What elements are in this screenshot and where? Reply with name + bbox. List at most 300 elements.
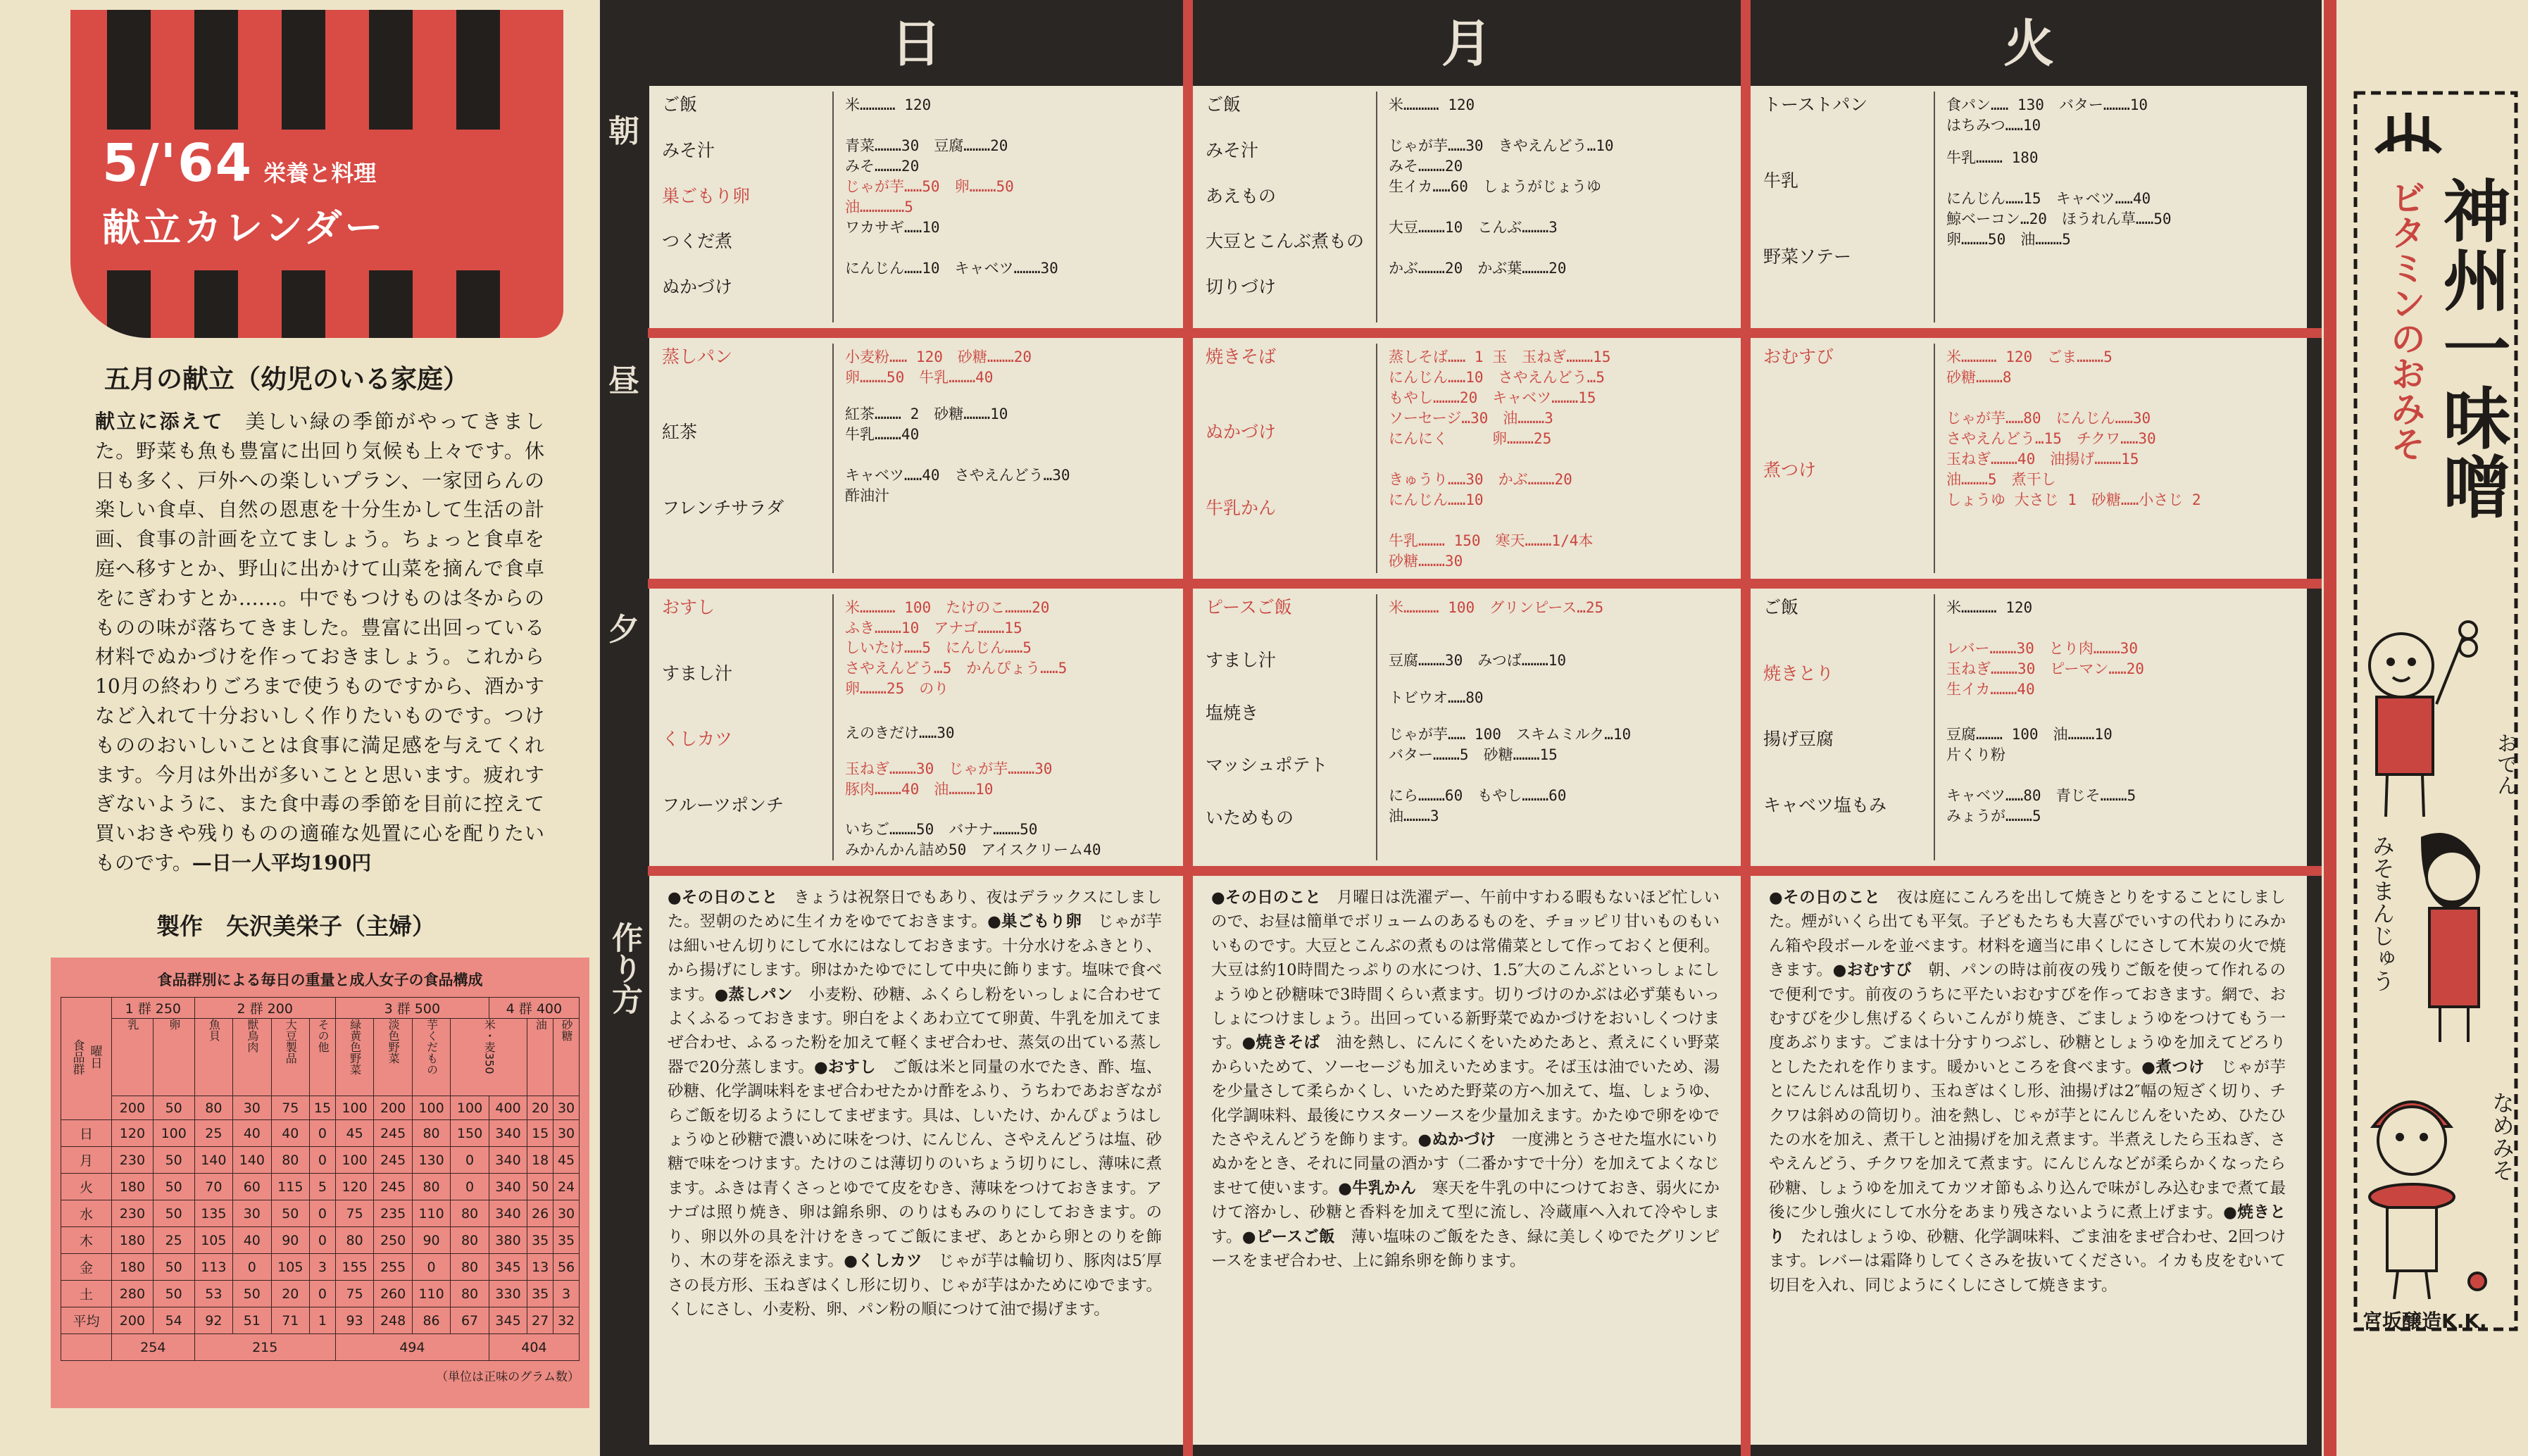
table-row: [61, 1174, 580, 1200]
ingredient-line: みそ………20: [1389, 158, 1463, 175]
table-cell: 120: [335, 1174, 373, 1200]
table-cell: 140: [233, 1147, 271, 1174]
table-row: [61, 1307, 580, 1334]
table-cell: 110: [412, 1200, 450, 1227]
table-cell: 180: [112, 1227, 154, 1254]
howto-paragraph: [1211, 889, 1720, 1052]
table-cell: 40: [233, 1227, 271, 1254]
table-cell: 20: [271, 1281, 309, 1307]
recipe-label: ●おむすび: [1832, 961, 1913, 980]
intro-lead: 献立に添えて: [95, 410, 224, 433]
dish-name: みそ汁: [662, 139, 715, 161]
menu-calendar: [600, 0, 2322, 1456]
food-column-header: 緑黄色野菜: [335, 1019, 373, 1096]
ad-item-namemiso: なめみそ: [2489, 1091, 2515, 1181]
recipe-text: 夜は庭にこんろを出して焼きとりをすることにしました。煙がいくら出ても平気。子どもたちも大喜びでいすの代わりにみかん箱や段ボールを並べます。材料を適当に串くしにさして木炭の火で焼きます。: [1769, 889, 2286, 980]
table-cell: 80: [335, 1227, 373, 1254]
ingredient-line: キャベツ……80 青じそ………5: [1946, 786, 2136, 804]
ingredient-line: 小麦粉…… 120 砂糖………20: [845, 349, 1032, 365]
ingredient-line: じゃが芋……30 きやえんどう…10: [1389, 137, 1614, 154]
table-cell: 50: [153, 1200, 194, 1227]
table-cell: 1: [310, 1307, 336, 1334]
intro-heading: 五月の献立（幼児のいる家庭）: [104, 363, 469, 394]
column-divider: [832, 344, 834, 573]
table-cell: 180: [112, 1174, 154, 1200]
food-column-header: 大豆製品: [271, 1019, 309, 1096]
ad-item-oden: おでん: [2493, 732, 2517, 796]
recipe-label: ●ピースご飯: [1241, 1227, 1335, 1246]
table-cell: 340: [489, 1120, 527, 1147]
table-cell: 13: [527, 1254, 553, 1281]
ingredient-line: 豆腐……… 100 油………10: [1946, 725, 2113, 743]
dish-name: ピースご飯: [1206, 597, 1292, 617]
ad-maker: 宮坂醸造K.K.: [2363, 1310, 2487, 1333]
table-cell: 50: [527, 1174, 553, 1200]
table-row: [61, 1281, 580, 1307]
column-divider: [1376, 594, 1377, 860]
standard-value: 200: [112, 1096, 154, 1120]
recipe-label: ●ぬかづけ: [1418, 1131, 1496, 1150]
group-total: 215: [194, 1334, 335, 1361]
table-cell: 105: [194, 1227, 232, 1254]
ingredient-line: しいたけ……5 にんじん……5: [845, 639, 1032, 657]
table-cell: 80: [412, 1120, 450, 1147]
day-label: 月: [61, 1147, 112, 1174]
cell-sun-lunch: [649, 338, 1183, 579]
food-column-header: 米・麦350: [451, 1019, 527, 1096]
dish-name: くしカツ: [662, 729, 733, 749]
recipe-label: ●煮つけ: [2141, 1058, 2205, 1077]
standard-value: 200: [374, 1096, 412, 1120]
dish-name: 塩焼き: [1206, 702, 1259, 723]
column-divider: [1934, 344, 1935, 573]
recipe-text: 小麦粉、砂糖、ふくらし粉をいっしょに合わせてよくふるっておきます。卵白をよくあわ立てて卵黄、牛乳を加えてまぜ合わせ、ふるった粉を加えて軽くまぜ合わせ、蒸気の出ている蒸し器で20分蒸します。: [668, 985, 1162, 1077]
table-cell: 0: [310, 1147, 336, 1174]
table-cell: 120: [112, 1120, 154, 1147]
column-divider: [832, 92, 834, 322]
dish-name: 大豆とこんぶ煮もの: [1206, 231, 1365, 252]
food-table-grid: [61, 997, 580, 1361]
recipe-text: 薄い塩味のご飯をたき、緑に美しくゆでたグリンピースをまぜ合わせ、上に錦糸卵を飾ります。: [1211, 1227, 1720, 1271]
ingredient-line: 生イカ……60 しょうがじょうゆ: [1389, 178, 1601, 195]
column-header-tue: 火: [2003, 14, 2054, 73]
table-cell: 45: [553, 1147, 580, 1174]
ingredient-line: 卵………25 のり: [845, 679, 949, 697]
issue-date: 5/'64: [102, 133, 254, 194]
table-cell: 250: [374, 1227, 412, 1254]
table-cell: 25: [153, 1227, 194, 1254]
ingredient-line: 大豆………10 こんぶ………3: [1389, 219, 1558, 236]
recipe-text: 月曜日は洗濯デー、午前中すわる暇もないほど忙しいので、お昼は簡単でボリュームのあるものを、チョッピリ甘いものもいいものです。大豆とこんぶの煮ものは常備菜として作っておくと便利。大豆は約10時間たっぷりの水につけ、1.5″大のこんぶといっしょにしょうゆと砂糖味で3時間くらい煮ます。切りづけのかぶは必ず葉もいっしょにつけましょう。出回っている新野菜でぬかづけをおいしくつけます。: [1211, 889, 1720, 1053]
table-cell: 230: [112, 1147, 154, 1174]
food-column-header: 獣鳥肉: [233, 1019, 271, 1096]
row-label-breakfast: 朝: [608, 113, 639, 149]
ad-red-border: [2324, 0, 2336, 1456]
table-cell: 0: [310, 1227, 336, 1254]
dish-name: 焼きそば: [1206, 346, 1277, 367]
brand-logo: [2377, 113, 2440, 151]
table-cell: 75: [335, 1281, 373, 1307]
intro-text: [95, 407, 544, 878]
dish-name: ご飯: [1206, 94, 1241, 115]
recipe-label: ●その日のこと: [1769, 889, 1881, 907]
table-cell: 26: [527, 1200, 553, 1227]
dish-name: ご飯: [1763, 597, 1799, 617]
ingredient-line: にんじん……10 キャベツ………30: [845, 260, 1058, 277]
table-cell: 245: [374, 1120, 412, 1147]
ingredient-line: にんじん……10: [1389, 491, 1484, 508]
food-group-table: [51, 958, 589, 1408]
table-cell: 71: [271, 1307, 309, 1334]
ingredient-line: じゃが芋……80 にんじん……30: [1946, 410, 2151, 427]
table-cell: 70: [194, 1174, 232, 1200]
table-cell: 0: [451, 1174, 489, 1200]
group-header: 4 群 400: [489, 998, 579, 1019]
table-cell: 51: [233, 1307, 271, 1334]
table-cell: 15: [527, 1120, 553, 1147]
ingredient-line: かぶ………20 かぶ葉………20: [1389, 260, 1567, 277]
dish-name: おすし: [662, 597, 715, 617]
ingredient-line: 米………… 120: [845, 96, 932, 113]
ingredient-line: もやし………20 キャベツ………15: [1389, 389, 1596, 406]
food-table-note: （単位は正味のグラム数）: [436, 1370, 580, 1384]
table-cell: 56: [553, 1254, 580, 1281]
child-with-bowl-illustration: [2370, 1102, 2486, 1299]
girl-illustration: [2422, 834, 2479, 1042]
column-divider: [832, 594, 834, 860]
ingredient-line: 米………… 100 グリンピース…25: [1389, 599, 1604, 616]
table-cell: 0: [233, 1254, 271, 1281]
corner-label-day: 曜日: [87, 1045, 102, 1069]
ingredient-line: 玉ねぎ………30 ピーマン……20: [1946, 660, 2144, 677]
standard-value: 100: [335, 1096, 373, 1120]
recipe-label: ●牛乳かん: [1338, 1179, 1417, 1198]
dish-name: ぬかづけ: [1206, 422, 1277, 443]
standard-value: 20: [527, 1096, 553, 1120]
ingredient-line: 紅茶……… 2 砂糖………10: [845, 406, 1008, 423]
table-cell: 80: [412, 1174, 450, 1200]
table-cell: 35: [553, 1227, 580, 1254]
ingredient-line: 鯨ベーコン…20 ほうれん草……50: [1946, 211, 2172, 228]
ingredient-line: 酢油汁: [845, 487, 889, 505]
table-cell: 92: [194, 1307, 232, 1334]
ingredient-line: 豚肉………40 油………10: [845, 781, 994, 798]
dish-name: 蒸しパン: [662, 346, 733, 367]
table-cell: 0: [310, 1281, 336, 1307]
standard-value: 400: [489, 1096, 527, 1120]
ingredient-line: 米………… 120: [1946, 599, 2033, 616]
ingredient-line: トビウオ……80: [1389, 689, 1484, 706]
table-cell: 67: [451, 1307, 489, 1334]
recipe-label: ●その日のこと: [668, 889, 778, 907]
table-cell: 3: [310, 1254, 336, 1281]
table-cell: 86: [412, 1307, 450, 1334]
ingredient-line: さやえんどう…15 チクワ……30: [1946, 430, 2156, 447]
table-cell: 45: [335, 1120, 373, 1147]
table-cell: 135: [194, 1200, 232, 1227]
table-cell: 18: [527, 1147, 553, 1174]
recipe-text: じゃが芋は輪切り、豚肉は5′厚さの長方形、玉ねぎはくし形に切り、じゃが芋はかためにゆでます。くしにさし、小麦粉、卵、パン粉の順につけて油で揚げます。: [668, 1252, 1162, 1319]
ingredient-line: みそ………20: [845, 158, 920, 175]
table-cell: 140: [194, 1147, 232, 1174]
table-cell: 53: [194, 1281, 232, 1307]
ingredient-line: にら………60 もやし………60: [1389, 786, 1567, 804]
table-cell: 200: [112, 1307, 154, 1334]
howto-paragraph: [1211, 1228, 1720, 1270]
table-cell: 380: [489, 1227, 527, 1254]
howto-sun: [649, 876, 1183, 1445]
table-cell: 50: [233, 1281, 271, 1307]
ingredient-line: 油……………5: [845, 199, 913, 215]
food-column-header: その他: [310, 1019, 336, 1096]
food-column-header: 油: [527, 1019, 553, 1096]
ingredient-line: 片くり粉: [1946, 746, 2005, 763]
table-cell: 100: [335, 1147, 373, 1174]
table-cell: 150: [451, 1120, 489, 1147]
recipe-text: たれはしょうゆ、砂糖、化学調味料、ごま油をまぜ合わせ、2回つけます。レバーは霜降りしてくさみを抜いてください。イカも皮をむいて切目を入れ、同じようにくしにさして焼きます。: [1769, 1227, 2286, 1295]
recipe-text: 寒天を牛乳の中につけておき、弱火にかけて溶かし、砂糖と香料を加えて型に流し、冷蔵庫へ入れて冷やします。: [1211, 1179, 1720, 1246]
ingredient-line: ソーセージ…30 油………3: [1389, 410, 1553, 427]
table-cell: 110: [412, 1281, 450, 1307]
table-cell: 248: [374, 1307, 412, 1334]
day-label: 平均: [61, 1307, 112, 1334]
standard-value: 100: [451, 1096, 489, 1120]
recipe-text: 朝、パンの時は前夜の残りご飯を使って作れるので便利です。前夜のうちに平たいおむすびを作っておきます。網で、おむすびを少し焦げるくらいこんがり焼き、ごましょうゆをつけてもう一度あぶります。ごまは十分すりつぶし、砂糖としょうゆを加えてどろりとしたたれを作ります。暖かいところを食べます。: [1769, 961, 2286, 1077]
recipe-text: きょうは祝祭日でもあり、夜はデラックスにしました。翌朝のために生イカをゆでておきます。: [668, 889, 1162, 931]
ingredient-line: はちみつ……10: [1946, 117, 2041, 134]
dish-name: 巣ごもり卵: [662, 185, 751, 206]
table-cell: 345: [489, 1254, 527, 1281]
dish-name: 紅茶: [662, 422, 698, 443]
dish-name: 牛乳かん: [1206, 497, 1277, 518]
group-total: 494: [335, 1334, 489, 1361]
dish-name: トーストパン: [1763, 94, 1868, 115]
cell-tue-lunch: [1751, 338, 2307, 579]
daily-cost: —日一人平均190円: [192, 851, 372, 874]
ingredient-line: 砂糖………30: [1389, 553, 1463, 570]
ad-item-manju: みそまんじゅう: [2369, 834, 2396, 992]
dish-name: 揚げ豆腐: [1763, 729, 1834, 749]
ingredient-line: にんじん……15 キャベツ……40: [1946, 190, 2151, 208]
ingredient-line: 豆腐………30 みつば………10: [1389, 652, 1567, 670]
miso-advertisement: [2324, 0, 2528, 1456]
table-row: [61, 1120, 580, 1147]
ingredient-line: バター………5 砂糖………15: [1389, 746, 1558, 763]
table-cell: 245: [374, 1174, 412, 1200]
standard-value: 15: [310, 1096, 336, 1120]
table-cell: 75: [335, 1200, 373, 1227]
dish-name: フルーツポンチ: [662, 794, 784, 815]
table-cell: 280: [112, 1281, 154, 1307]
ingredient-line: いちご………50 バナナ………50: [845, 821, 1038, 839]
dish-name: キャベツ塩もみ: [1763, 794, 1887, 815]
table-row: [61, 1227, 580, 1254]
dish-name: ぬかづけ: [662, 277, 733, 298]
table-cell: 130: [412, 1147, 450, 1174]
table-cell: 180: [112, 1254, 154, 1281]
ingredient-line: 油………3: [1389, 807, 1439, 824]
table-cell: 105: [271, 1254, 309, 1281]
table-cell: 245: [374, 1147, 412, 1174]
group-header: 3 群 500: [335, 998, 489, 1019]
group-header: 1 群 250: [112, 998, 195, 1019]
howto-paragraph: [668, 1058, 1162, 1270]
column-divider: [1376, 92, 1377, 322]
standard-value: 30: [553, 1096, 580, 1120]
table-cell: 40: [271, 1120, 309, 1147]
ingredient-line: ワカサギ……10: [845, 219, 940, 236]
table-cell: 0: [310, 1120, 336, 1147]
recipe-text: じゃが芋とにんじんは乱切り、玉ねぎはくし形、油揚げは2″幅の短ざく切り、チクワは斜めの筒切り。油を熱し、じゃが芋とにんじんをいため、ひたひたの水を加え、煮干しと油揚げを加え煮ます。半煮えしたら玉ねぎ、さやえんどう、チクワを加えて煮ます。にんじんなどが柔らかくなったら砂糖、しょうゆを加えてカツオ節もふり込んで味がしみ込むまで煮て最後に少し強火にして水分をあまり残さないように煮上げます。: [1769, 1058, 2286, 1222]
boy-illustration: [2370, 622, 2477, 817]
ingredient-line: 玉ねぎ………30 じゃが芋………30: [845, 760, 1053, 778]
ingredient-line: ふき………10 アナゴ………15: [845, 619, 1022, 636]
ingredient-line: 食パン…… 130 バター………10: [1946, 96, 2148, 113]
ingredient-line: 牛乳……… 150 寒天………1/4本: [1389, 532, 1594, 549]
column-header-sun: 日: [890, 14, 941, 73]
table-cell: 340: [489, 1200, 527, 1227]
dish-name: あえもの: [1206, 185, 1277, 206]
ingredient-line: きゅうり……30 かぶ………20: [1389, 471, 1572, 488]
dish-name: フレンチサラダ: [662, 497, 784, 518]
left-panel: [0, 0, 599, 1456]
cell-sun-dinner: [649, 589, 1183, 866]
recipe-label: ●蒸しパン: [714, 985, 793, 1004]
table-cell: 50: [153, 1174, 194, 1200]
ingredient-line: じゃが芋…… 100 スキムミルク…10: [1389, 725, 1632, 743]
table-cell: 100: [153, 1120, 194, 1147]
dish-name: 牛乳: [1763, 170, 1799, 191]
table-cell: 115: [271, 1174, 309, 1200]
ingredient-line: みょうが………5: [1946, 807, 2041, 824]
table-cell: 50: [271, 1200, 309, 1227]
ingredient-line: 卵………50 牛乳………40: [845, 369, 994, 386]
table-cell: 155: [335, 1254, 373, 1281]
dish-name: 煮つけ: [1763, 460, 1817, 480]
table-cell: 0: [412, 1254, 450, 1281]
table-row: [61, 1254, 580, 1281]
ingredient-line: 砂糖………8: [1946, 369, 2012, 386]
table-cell: 50: [153, 1147, 194, 1174]
group-total: 404: [489, 1334, 579, 1361]
group-total: 254: [112, 1334, 195, 1361]
table-cell: 30: [553, 1120, 580, 1147]
dish-name: つくだ煮: [662, 231, 733, 252]
recipe-label: ●巣ごもり卵: [987, 912, 1082, 931]
table-cell: 24: [553, 1174, 580, 1200]
howto-tue: [1751, 876, 2307, 1445]
recipe-label: ●くしカツ: [844, 1252, 922, 1271]
table-cell: 5: [310, 1174, 336, 1200]
ingredient-line: 米………… 100 たけのこ………20: [845, 599, 1050, 616]
dish-name: 切りづけ: [1206, 277, 1277, 298]
ingredient-line: しょうゆ 大さじ 1 砂糖……小さじ 2: [1946, 491, 2201, 508]
table-cell: 0: [310, 1200, 336, 1227]
table-cell: 54: [153, 1307, 194, 1334]
row-label-dinner: 夕: [608, 612, 639, 648]
standard-value: 100: [412, 1096, 450, 1120]
table-cell: 60: [233, 1174, 271, 1200]
table-cell: 50: [153, 1254, 194, 1281]
ingredient-line: 青菜………30 豆腐………20: [845, 137, 1008, 154]
standard-value: 80: [194, 1096, 232, 1120]
column-header-mon: 月: [1441, 14, 1492, 73]
recipe-label: ●焼きとり: [1769, 1203, 2286, 1246]
dish-name: マッシュポテト: [1206, 755, 1328, 776]
table-cell: 40: [233, 1120, 271, 1147]
day-label: 水: [61, 1200, 112, 1227]
intro-body: 美しい緑の季節がやってきました。野菜も魚も豊富に出回り気候も上々です。休日も多く、戸外への楽しいプラン、一家団らんの楽しい食卓、自然の恩恵を十分生かして生活の計画、食事の計画を立てましょう。ちょっと食卓を庭へ移すとか、野山に出かけて山菜を摘んで食卓をにぎわすとか……。中でもつけものは冬からのものの味が落ちてきました。豊富に出回っている材料でぬかづけを作っておきましょう。これから10月の終わりごろまで使うものですから、酒かすなど入れて十分おいしく作りたいものです。つけもののおいしいことは食事に満足感を与えてくれます。今月は外出が多いことと思います。疲れすぎないように、また食中毒の季節を目前に控えて買いおきや残りものの適確な処置に心を配りたいものです。: [95, 410, 544, 874]
cell-mon-breakfast: [1193, 86, 1741, 328]
ingredient-line: 蒸しそば…… 1 玉 玉ねぎ………15: [1389, 349, 1611, 365]
page-title: 献立カレンダー: [102, 206, 386, 250]
ingredient-line: 米………… 120 ごま………5: [1946, 349, 2113, 365]
table-cell: 330: [489, 1281, 527, 1307]
table-cell: 32: [553, 1307, 580, 1334]
ingredient-line: レバー………30 とり肉………30: [1946, 640, 2138, 657]
table-cell: 235: [374, 1200, 412, 1227]
ingredient-line: にんにく 卵………25: [1389, 430, 1552, 447]
ingredient-line: 玉ねぎ………40 油揚げ………15: [1946, 451, 2139, 467]
group-header: 2 群 200: [194, 998, 335, 1019]
cell-sun-breakfast: [649, 86, 1183, 328]
row-label-howto: 作り方: [606, 922, 642, 1015]
recipe-text: 一度沸とうさせた塩水にいりぬかをとき、それに同量の酒かす（二番かすで十分）を加えてよくなじませて使います。: [1211, 1131, 1720, 1198]
dish-name: おむすび: [1763, 346, 1834, 367]
ingredient-line: 牛乳………40: [845, 426, 920, 444]
standard-value: 75: [271, 1096, 309, 1120]
food-column-header: 芋くだもの: [412, 1019, 450, 1096]
row-label-lunch: 昼: [608, 363, 639, 399]
dish-name: すまし汁: [1206, 649, 1277, 670]
ingredient-line: さやえんどう…5 かんぴょう……5: [845, 660, 1068, 677]
dish-name: みそ汁: [1206, 139, 1259, 161]
dish-name: いためもの: [1206, 808, 1294, 829]
day-label: 金: [61, 1254, 112, 1281]
ingredient-line: 米………… 120: [1389, 96, 1475, 113]
table-cell: 90: [271, 1227, 309, 1254]
ingredient-line: キャベツ……40 さやえんどう…30: [845, 467, 1070, 484]
table-cell: 30: [553, 1200, 580, 1227]
table-row: [61, 1200, 580, 1227]
brand-name: 神州一味噌: [2432, 176, 2512, 521]
ad-slogan: ビタミンのおみそ: [2385, 180, 2426, 461]
day-label: 木: [61, 1227, 112, 1254]
ingredient-line: 生イカ………40: [1946, 681, 2035, 698]
table-cell: 80: [451, 1254, 489, 1281]
food-column-header: 魚貝: [194, 1019, 232, 1096]
recipe-label: ●焼きそば: [1241, 1034, 1320, 1053]
ingredient-line: えのきだけ……30: [845, 724, 955, 741]
standard-value: 50: [153, 1096, 194, 1120]
food-column-header: 淡色野菜: [374, 1019, 412, 1096]
author-credit: 製作 矢沢美栄子（主婦）: [156, 912, 435, 940]
table-cell: 3: [553, 1281, 580, 1307]
howto-paragraph: [1769, 1058, 2286, 1222]
table-cell: 35: [527, 1281, 553, 1307]
howto-mon: [1193, 876, 1741, 1445]
table-cell: 80: [271, 1147, 309, 1174]
day-label: 日: [61, 1120, 112, 1147]
table-cell: 255: [374, 1254, 412, 1281]
column-divider: [1934, 92, 1935, 322]
column-divider: [1376, 344, 1377, 573]
column-divider: [1934, 594, 1935, 860]
table-cell: 93: [335, 1307, 373, 1334]
magazine-name: 栄養と料理: [263, 160, 377, 187]
recipe-text: じゃが芋は細いせん切りにして水にはなしておきます。十分水けをふきとり、から揚げにします。卵はかたゆでにして中央に飾ります。塩味で食べます。: [668, 912, 1162, 1004]
table-cell: 345: [489, 1307, 527, 1334]
